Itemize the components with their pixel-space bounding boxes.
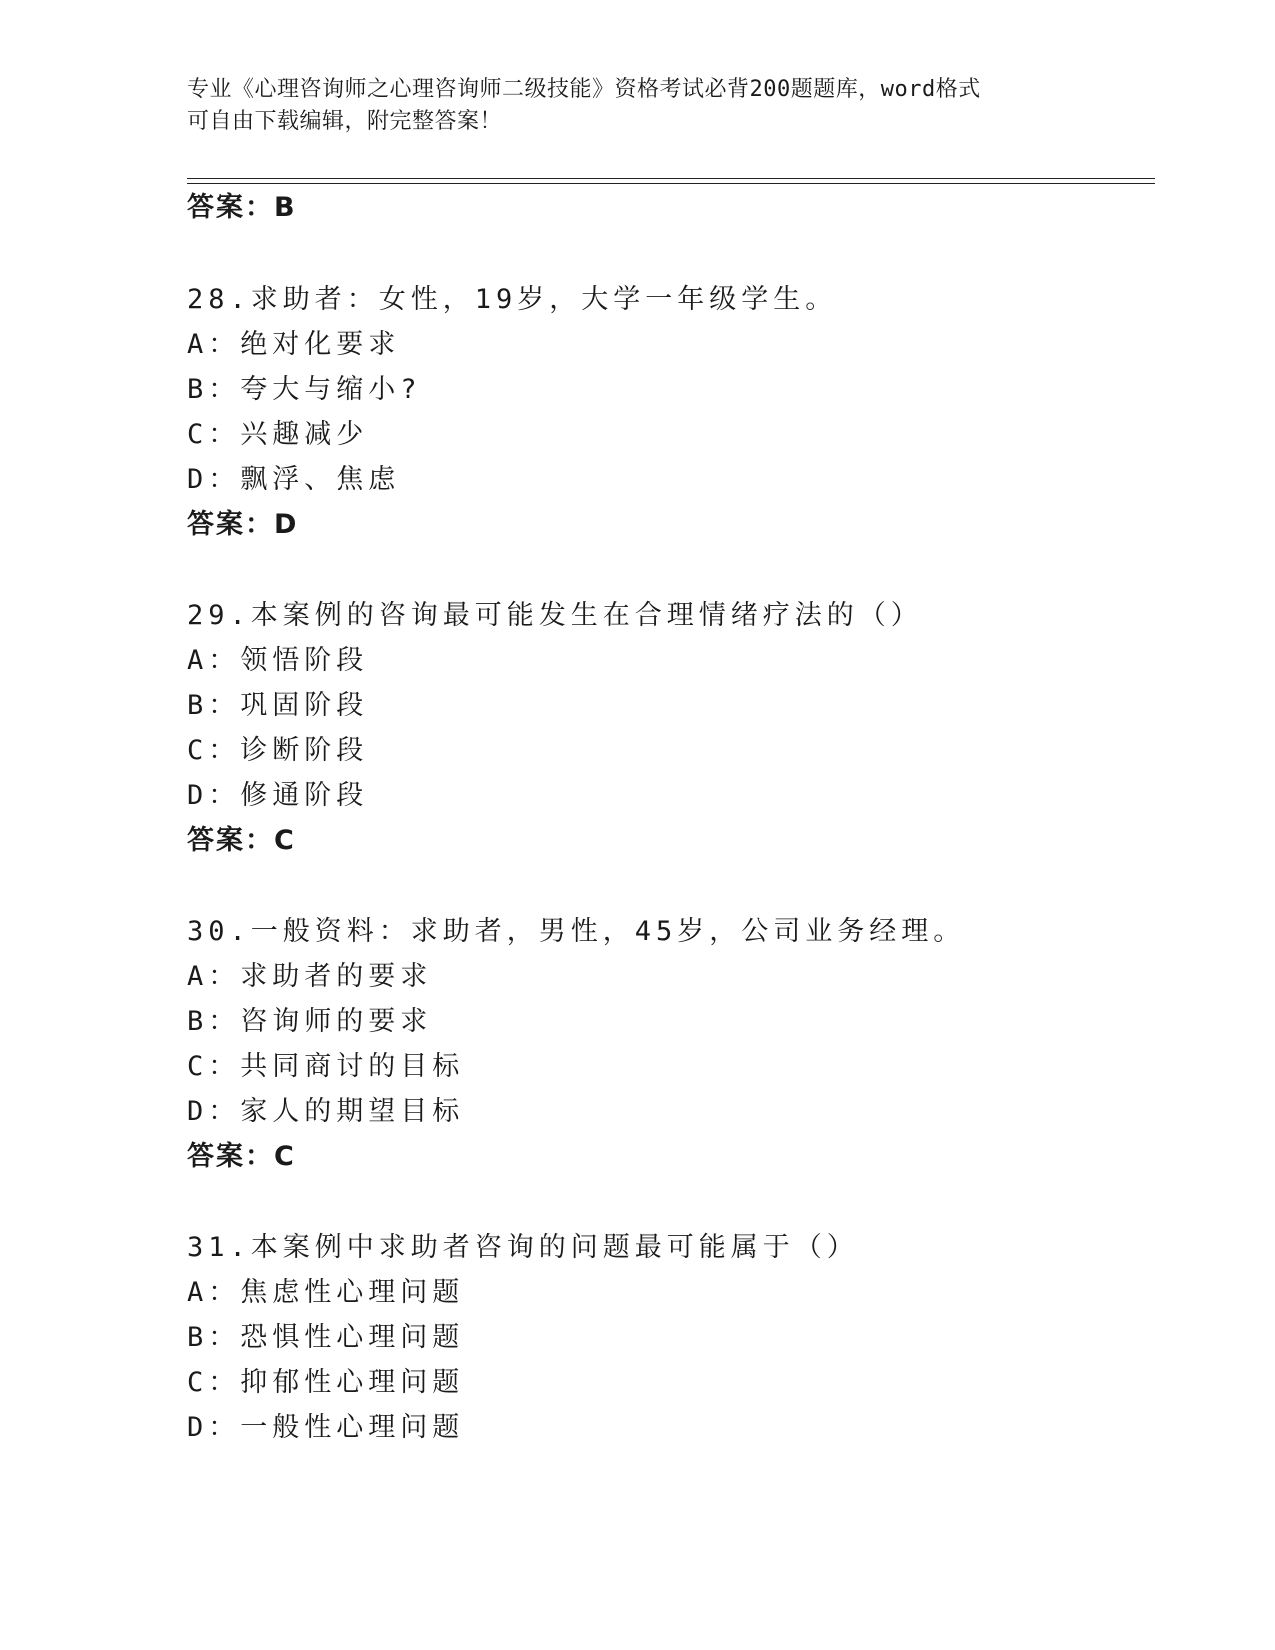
question-30-option-b: B：咨询师的要求 bbox=[187, 1006, 433, 1037]
question-31-option-a: A：焦虑性心理问题 bbox=[187, 1277, 465, 1308]
question-29-stem: 29.本案例的咨询最可能发生在合理情绪疗法的（） bbox=[187, 600, 923, 631]
question-28-stem: 28.求助者：女性，19岁，大学一年级学生。 bbox=[187, 284, 838, 315]
document-header bbox=[187, 74, 1087, 138]
question-31-option-c: C：抑郁性心理问题 bbox=[187, 1367, 465, 1398]
question-28-option-a: A：绝对化要求 bbox=[187, 329, 401, 360]
question-30-stem: 30.一般资料：求助者，男性，45岁，公司业务经理。 bbox=[187, 916, 966, 947]
header-title-line-2: 可自由下载编辑，附完整答案！ bbox=[187, 109, 503, 134]
question-30-option-c: C：共同商讨的目标 bbox=[187, 1051, 465, 1082]
question-28-option-c: C：兴趣减少 bbox=[187, 419, 369, 450]
question-29-option-a: A：领悟阶段 bbox=[187, 645, 369, 676]
question-30-option-d: D：家人的期望目标 bbox=[187, 1096, 465, 1127]
previous-answer: 答案：B bbox=[187, 192, 297, 223]
header-divider-bottom bbox=[187, 183, 1155, 184]
question-29-answer: 答案：C bbox=[187, 825, 296, 856]
header-title-line-1: 专业《心理咨询师之心理咨询师二级技能》资格考试必背200题题库，word格式 bbox=[187, 77, 981, 102]
question-31-stem: 31.本案例中求助者咨询的问题最可能属于（） bbox=[187, 1232, 859, 1263]
question-31-option-d: D：一般性心理问题 bbox=[187, 1412, 465, 1443]
question-29-option-b: B：巩固阶段 bbox=[187, 690, 369, 721]
question-30-answer: 答案：C bbox=[187, 1141, 296, 1172]
question-28-option-d: D：飘浮、焦虑 bbox=[187, 464, 401, 495]
header-divider-top bbox=[187, 178, 1155, 179]
question-31-option-b: B：恐惧性心理问题 bbox=[187, 1322, 465, 1353]
question-28-answer: 答案：D bbox=[187, 509, 299, 540]
question-30-option-a: A：求助者的要求 bbox=[187, 961, 433, 992]
question-29-option-c: C：诊断阶段 bbox=[187, 735, 369, 766]
question-29-option-d: D：修通阶段 bbox=[187, 780, 369, 811]
question-28-option-b: B：夸大与缩小? bbox=[187, 374, 422, 405]
